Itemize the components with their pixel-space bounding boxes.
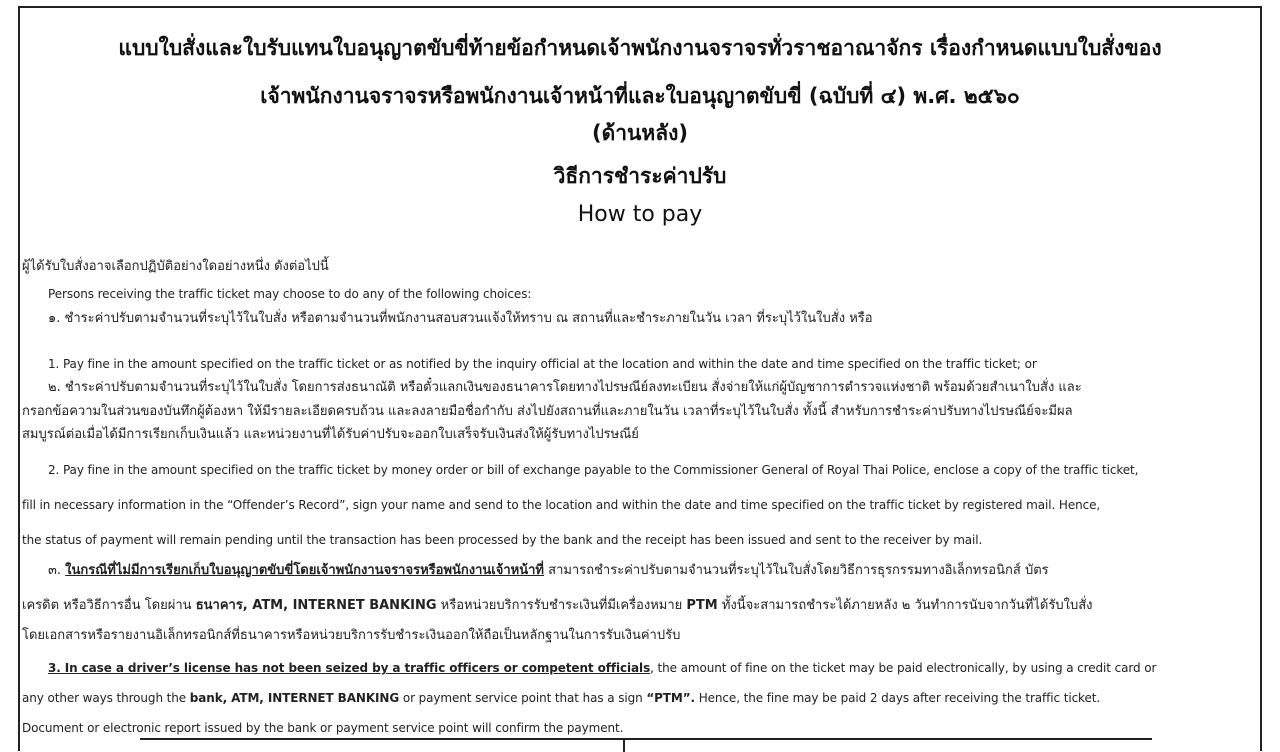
item-3-thai-line-2 <box>22 598 1093 614</box>
item-3-thai-line-1 <box>48 563 1049 579</box>
item-3-english-line-2 <box>22 690 1100 706</box>
item-3-thai-number: ๓. <box>48 563 66 578</box>
item-3-english-line-3: Document or electronic report issued by the bank or payment service point will confirm the payment. <box>22 721 624 735</box>
item-3-thai-rest: สามารถชำระค่าปรับตามจำนวนที่ระบุไว้ในใบสั่งโดยวิธีการธุรกรรมทางอิเล็กทรอนิกส์ บัตร <box>544 563 1049 578</box>
item-3-thai-text-c: ทั้งนี้จะสามารถชำระได้ภายหลัง ๒ วันทำการนับจากวันที่ได้รับใบสั่ง <box>717 598 1093 613</box>
header-line-2: เจ้าพนักงานจราจรหรือพนักงานเจ้าหน้าที่และใบอนุญาตขับขี่ (ฉบับที่ ๔) พ.ศ. ๒๕๖๐ <box>260 84 1020 108</box>
bottom-divider <box>140 738 1152 740</box>
item-2-english-line-3: the status of payment will remain pending until the transaction has been processed by the bank and the receipt has been issued and sent to the receiver by mail. <box>22 533 983 547</box>
item-2-thai-line-1: ๒. ชำระค่าปรับตามจำนวนที่ระบุไว้ในใบสั่ง โดยการส่งธนาณัติ หรือตั๋วแลกเงินของธนาคารโดยทางไปรษณีย์ลงทะเบียน สั่งจ่ายให้แก่ผู้บัญชาการตำรวจแห่งชาติ พร้อมด้วยสำเนาใบสั่ง และ <box>48 380 1082 395</box>
item-2-thai-line-3: สมบูรณ์ต่อเมื่อได้มีการเรียกเก็บเงินแล้ว และหน่วยงานที่ได้รับค่าปรับจะออกใบเสร็จรับเงินส่งให้ผู้รับทางไปรษณีย์ <box>22 427 639 442</box>
center-divider-tick <box>623 738 625 752</box>
item-1-english: 1. Pay fine in the amount specified on the traffic ticket or as notified by the inquiry official at the location and within the date and time specified on the traffic ticket; or <box>48 357 1037 371</box>
item-3-thai-line-3: โดยเอกสารหรือรายงานอิเล็กทรอนิกส์ที่ธนาคารหรือหน่วยบริการรับชำระเงินออกให้ถือเป็นหลักฐานในการรับเงินค่าปรับ <box>22 628 681 643</box>
item-3-thai-channels: ธนาคาร, ATM, INTERNET BANKING <box>195 598 437 613</box>
header-back-side: (ด้านหลัง) <box>592 121 688 145</box>
header-line-1: แบบใบสั่งและใบรับแทนใบอนุญาตขับขี่ท้ายข้อกำหนดเจ้าพนักงานจราจรทั่วราชอาณาจักร เรื่องกำหนดแบบใบสั่งของ <box>118 36 1162 60</box>
item-3-english-rest: , the amount of fine on the ticket may be paid electronically, by using a credit card or <box>650 661 1157 675</box>
item-3-english-text-b: or payment service point that has a sign <box>399 691 647 705</box>
item-3-english-line-1 <box>48 660 1156 676</box>
item-3-thai-text-a: เครดิต หรือวิธีการอื่น โดยผ่าน <box>22 598 196 613</box>
item-3-english-text-c: Hence, the fine may be paid 2 days after receiving the traffic ticket. <box>694 691 1101 705</box>
intro-english: Persons receiving the traffic ticket may choose to do any of the following choices: <box>48 287 532 301</box>
item-2-english-line-1: 2. Pay fine in the amount specified on the traffic ticket by money order or bill of exchange payable to the Commissioner General of Royal Thai Police, enclose a copy of the traffic ticket, <box>48 463 1139 477</box>
item-3-thai-ptm: PTM <box>686 598 718 613</box>
header-how-to-pay: How to pay <box>577 202 703 227</box>
item-3-thai-text-b: หรือหน่วยบริการรับชำระเงินที่มีเครื่องหมาย <box>436 598 687 613</box>
item-3-english-text-a: any other ways through the <box>22 691 190 705</box>
item-3-english-channels: bank, ATM, INTERNET BANKING <box>189 691 400 705</box>
item-3-thai-condition: ในกรณีที่ไม่มีการเรียกเก็บใบอนุญาตขับขี่โดยเจ้าพนักงานจราจรหรือพนักงานเจ้าหน้าที่ <box>65 563 544 578</box>
item-2-thai-line-2: กรอกข้อความในส่วนของบันทึกผู้ต้องหา ให้มีรายละเอียดครบถ้วน และลงลายมือชื่อกำกับ ส่งไปยังสถานที่และภายในวัน เวลาที่ระบุไว้ในใบสั่ง ทั้งนี้ สำหรับการชำระค่าปรับทางไปรษณีย์จะมีผล <box>22 404 1073 419</box>
intro-thai: ผู้ได้รับใบสั่งอาจเลือกปฏิบัติอย่างใดอย่างหนึ่ง ดังต่อไปนี้ <box>22 259 329 274</box>
item-3-english-condition: 3. In case a driver’s license has not been seized by a traffic officers or competent officials <box>48 661 651 675</box>
header-payment-method-th: วิธีการชำระค่าปรับ <box>553 164 727 188</box>
item-1-thai: ๑. ชำระค่าปรับตามจำนวนที่ระบุไว้ในใบสั่ง หรือตามจำนวนที่พนักงานสอบสวนแจ้งให้ทราบ ณ สถานที่และชำระภายในวัน เวลา ที่ระบุไว้ในใบสั่ง หรือ <box>48 311 873 326</box>
item-2-english-line-2: fill in necessary information in the “Offender’s Record”, sign your name and send to the location and within the date and time specified on the traffic ticket by registered mail. Hence, <box>22 498 1101 512</box>
item-3-english-ptm: “PTM”. <box>646 691 695 705</box>
